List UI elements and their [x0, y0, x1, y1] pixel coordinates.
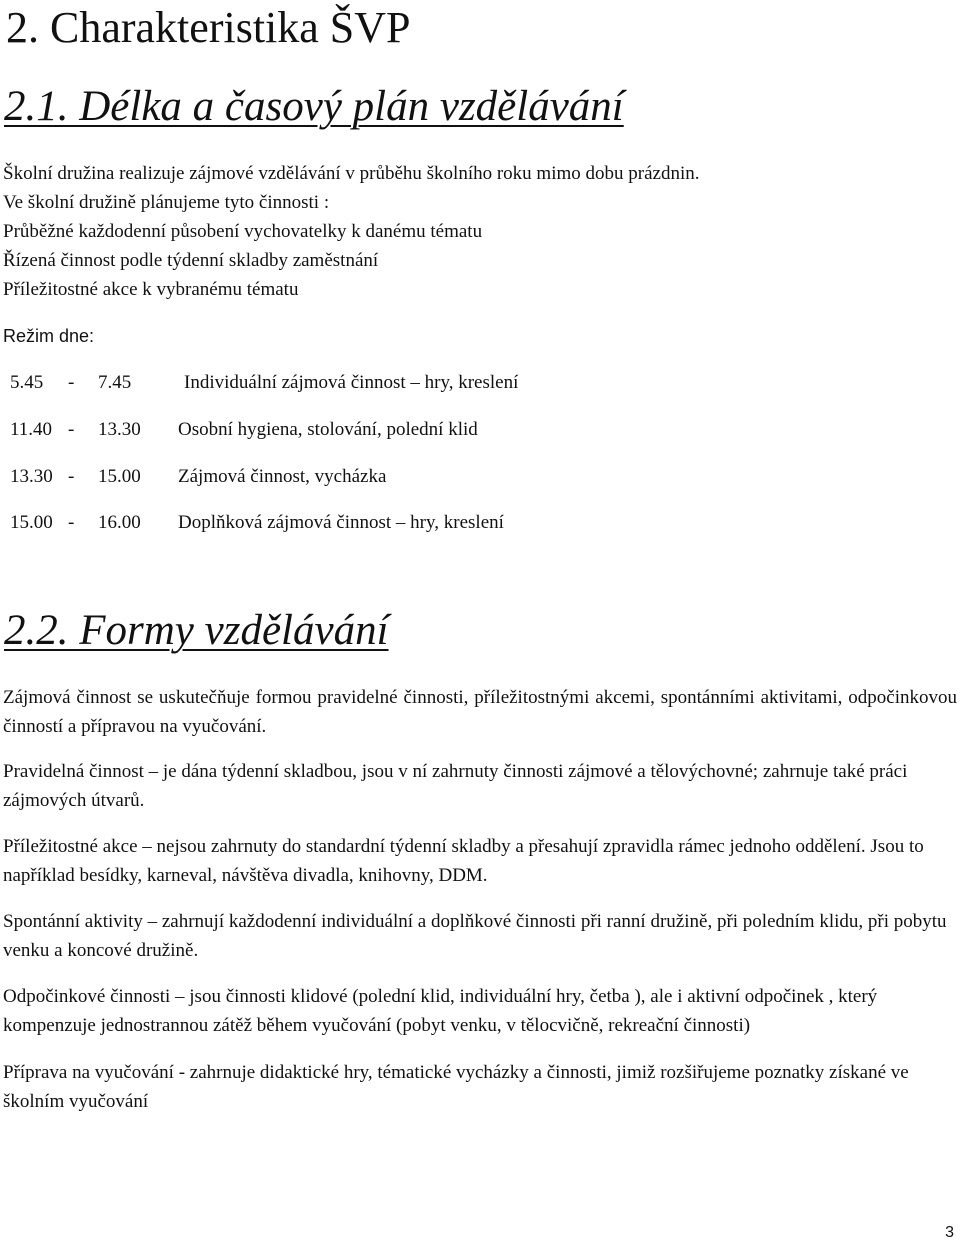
intro-line: Příležitostné akce k vybranému tématu [3, 279, 299, 300]
schedule-dash: - [68, 372, 75, 393]
schedule-to: 7.45 [98, 372, 132, 393]
intro-line: Průběžné každodenní působení vychovatelky k danému tématu [3, 221, 483, 242]
schedule-to: 16.00 [98, 512, 141, 533]
paragraph: Příprava na vyučování - zahrnuje didaktické hry, tématické vycházky a činnosti, jimiž rozšiřujeme poznatky získané ve školním vyučování [3, 1062, 909, 1112]
schedule-from: 5.45 [10, 372, 44, 393]
intro-line: Řízená činnost podle týdenní skladby zaměstnání [3, 250, 379, 271]
schedule-activity: Doplňková zájmová činnost – hry, kreslení [178, 512, 504, 533]
page-number: 3 [945, 1224, 954, 1241]
paragraph: Pravidelná činnost – je dána týdenní skladbou, jsou v ní zahrnuty činnosti zájmové a tělovýchovné; zahrnuje také práci zájmových útvarů. [3, 761, 908, 811]
paragraph: Spontánní aktivity – zahrnují každodenní individuální a doplňkové činnosti při ranní družině, při poledním klidu, při pobytu venku a koncové družině. [3, 911, 947, 961]
paragraph: Zájmová činnost se uskutečňuje formou pravidelné činnosti, příležitostnými akcemi, spontánními aktivitami, odpočinkovou činností a přípravou na vyučování. [3, 687, 957, 737]
schedule-row [10, 464, 386, 490]
schedule-activity: Individuální zájmová činnost – hry, kreslení [184, 372, 519, 393]
schedule-from: 13.30 [10, 466, 53, 487]
schedule-label: Režim dne: [3, 326, 95, 346]
schedule-row [10, 510, 504, 536]
schedule-to: 15.00 [98, 466, 141, 487]
schedule-dash: - [68, 419, 75, 440]
intro-line: Ve školní družině plánujeme tyto činnosti : [3, 192, 330, 213]
schedule-from: 15.00 [10, 512, 53, 533]
schedule-dash: - [68, 466, 75, 487]
intro-line: Školní družina realizuje zájmové vzdělávání v průběhu školního roku mimo dobu prázdnin. [3, 163, 700, 184]
schedule-row [10, 370, 518, 396]
section-heading-2-1: 2.1. Délka a časový plán vzdělávání [4, 83, 624, 130]
schedule-from: 11.40 [10, 419, 53, 440]
paragraph: Příležitostné akce – nejsou zahrnuty do standardní týdenní skladby a přesahují zpravidla rámec jednoho oddělení. Jsou to například besídky, karneval, návštěva divadla, knihovny, DDM. [3, 836, 924, 886]
section-heading-2-2: 2.2. Formy vzdělávání [4, 607, 389, 654]
schedule-activity: Osobní hygiena, stolování, polední klid [178, 419, 478, 440]
schedule-activity: Zájmová činnost, vycházka [178, 466, 387, 487]
paragraph: Odpočinkové činnosti – jsou činnosti klidové (polední klid, individuální hry, četba ), ale i aktivní odpočinek , který kompenzuje jednostrannou zátěž během vyučování (pobyt venku, v tělocvičně, rekreační činnosti) [3, 986, 878, 1036]
schedule-row [10, 417, 478, 443]
schedule-to: 13.30 [98, 419, 141, 440]
chapter-heading: 2. Charakteristika ŠVP [6, 3, 411, 52]
schedule-dash: - [68, 512, 75, 533]
